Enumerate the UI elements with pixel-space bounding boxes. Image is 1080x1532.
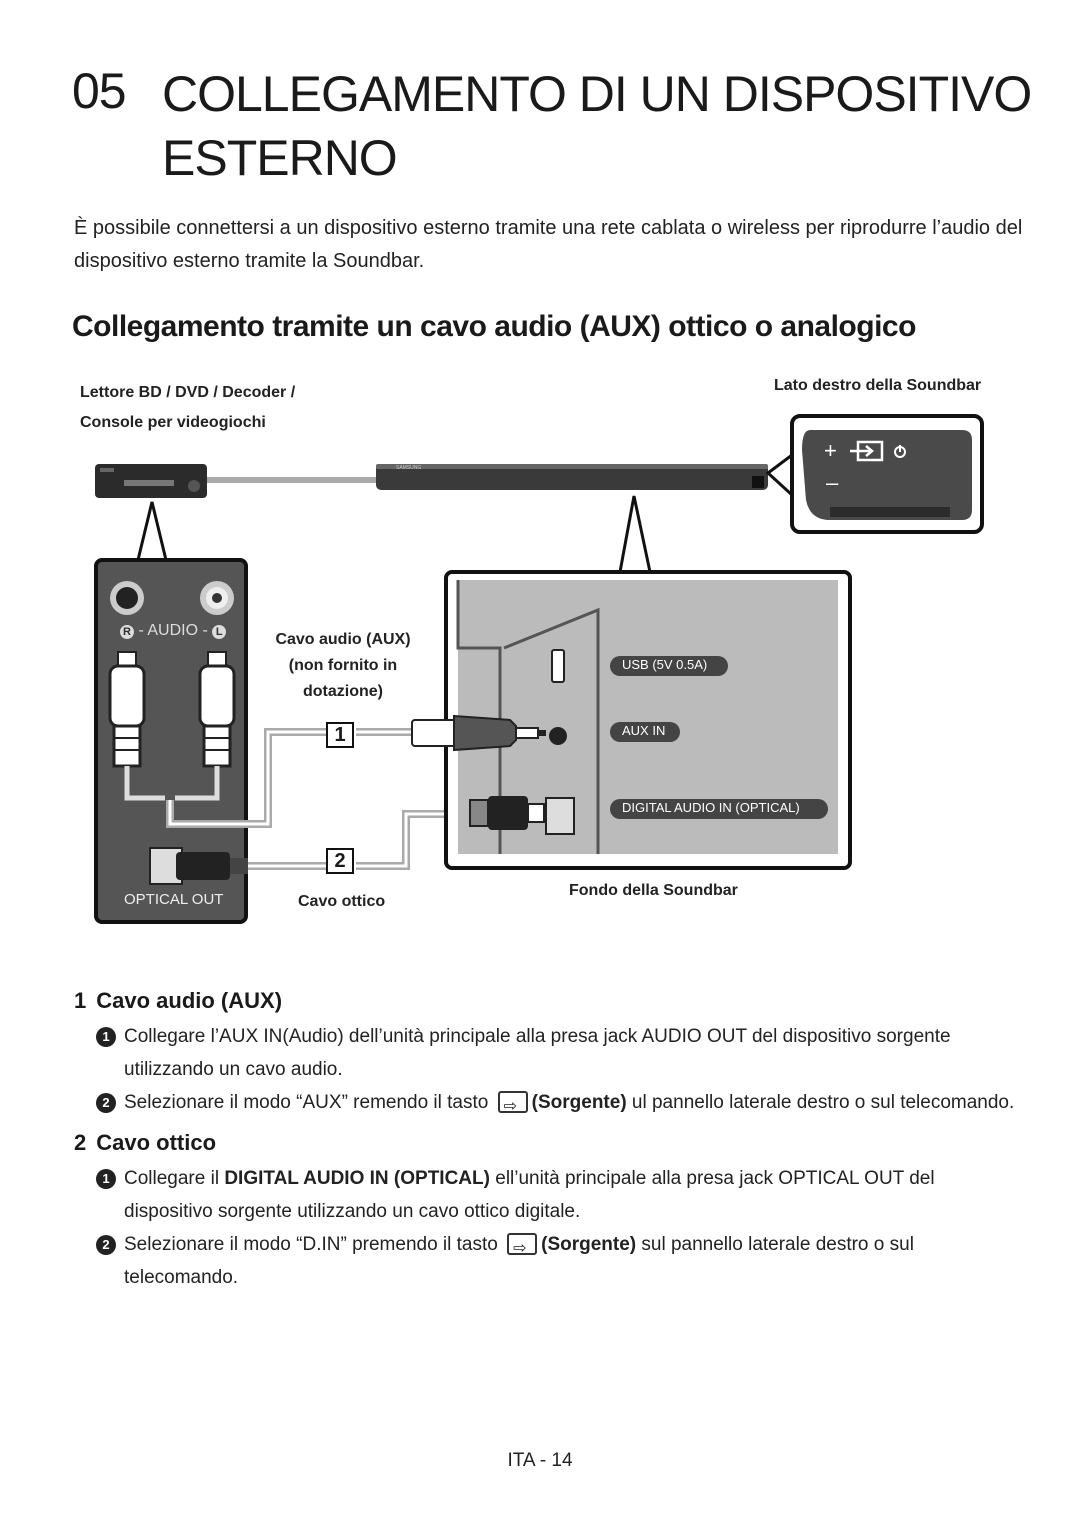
section2-title: Cavo ottico [96, 1130, 217, 1155]
source-icon [507, 1233, 537, 1255]
chapter-number: 05 [72, 63, 126, 119]
soundbar-icon [376, 464, 768, 490]
intro-paragraph: È possibile connettersi a un dispositivo esterno tramite una rete cablata o wireless per riprodurre l’audio del dispositivo esterno tramite la Soundbar. [74, 217, 1023, 272]
device-label-line2: Console per videogiochi [80, 414, 266, 431]
usb-label: USB (5V 0.5A) [622, 657, 708, 672]
section2-step2-source: (Sorgente) [541, 1234, 637, 1255]
optical-out-label: OPTICAL OUT [124, 891, 224, 908]
section1-step2 [102, 1086, 1024, 1119]
section2-heading [74, 1130, 216, 1156]
audio-l-badge: L [212, 625, 226, 639]
chapter-title-line2: ESTERNO [162, 130, 397, 186]
aux-cable-label-line3: dotazione) [303, 683, 383, 700]
diagram-drawing [0, 360, 1080, 940]
digital-in-label: DIGITAL AUDIO IN (OPTICAL) [622, 800, 800, 815]
section1-step1 [102, 1020, 1024, 1086]
section2-step2-text-b: ” premendo il tasto [340, 1234, 498, 1255]
section1-step2-text-a: Selezionare il modo “ [124, 1092, 303, 1113]
marker-1: 1 [326, 722, 354, 748]
side-panel-closeup [802, 430, 972, 520]
section2-step1-text-b: ell’unità principale alla presa jack OPTICAL OUT del dispositivo sorgente utilizzando un cavo ottico digitale. [124, 1168, 935, 1222]
section1-step2-text-b: ” remendo il tasto [341, 1092, 489, 1113]
right-side-label: Lato destro della Soundbar [774, 377, 982, 394]
marker-2: 2 [326, 848, 354, 874]
section2-step1 [102, 1162, 1024, 1228]
section-subtitle: Collegamento tramite un cavo audio (AUX) ottico o analogico [72, 310, 916, 343]
section2-number: 2 [74, 1130, 87, 1155]
section2-step1-text-a: Collegare il [124, 1168, 220, 1189]
aux-in-label: AUX IN [622, 723, 666, 738]
section1-step1-key: AUX IN [219, 1026, 283, 1047]
section1-step2-source: (Sorgente) [531, 1092, 627, 1113]
section1-step1-text-a: Collegare l’ [124, 1026, 220, 1047]
aux-cable-label [262, 627, 424, 705]
section1-heading [74, 988, 282, 1014]
chapter-title-line1: COLLEGAMENTO DI UN DISPOSITIVO [162, 66, 1032, 122]
rca-plug-white [200, 652, 234, 766]
section2-step2-text-a: Selezionare il modo “ [124, 1234, 303, 1255]
volume-down-icon: – [826, 470, 839, 495]
device-label [80, 380, 295, 436]
device-label-line1: Lettore BD / DVD / Decoder / [80, 384, 296, 401]
section1-step2-bullet: 2 [96, 1093, 116, 1113]
optical-cable-label: Cavo ottico [298, 893, 386, 910]
page-number: ITA - 14 [507, 1450, 573, 1471]
section2-step2-text-c: sul pannello laterale destro o sul telecomando. [124, 1234, 914, 1288]
section2-step2-bullet: 2 [96, 1235, 116, 1255]
aux-cable-label-line2: (non fornito in [288, 657, 398, 674]
section2-step2 [102, 1228, 1024, 1294]
connection-diagram [0, 360, 1080, 940]
aux-cable-label-line1: Cavo audio (AUX) [275, 631, 411, 648]
section1-step2-key: AUX [302, 1092, 342, 1113]
section2-step1-port: DIGITAL AUDIO IN (OPTICAL) [224, 1168, 490, 1189]
rca-plug-red [110, 652, 144, 766]
audio-label-text: AUDIO [147, 622, 199, 639]
bottom-label: Fondo della Soundbar [569, 882, 738, 899]
device-rear-panel [96, 560, 248, 922]
chapter-title [162, 62, 1042, 190]
section1-step2-text-c: ul pannello laterale destro o sul telecomando. [631, 1092, 1015, 1113]
audio-r-badge: R [120, 625, 134, 639]
section1-number: 1 [74, 988, 87, 1013]
section1-step1-text-b: (Audio) dell’unità principale alla presa jack AUDIO OUT del dispositivo sorgente utilizzando un cavo audio. [124, 1026, 951, 1080]
section2-step2-key: D.IN [302, 1234, 341, 1255]
source-icon [498, 1091, 528, 1113]
section1-step1-bullet: 1 [96, 1027, 116, 1047]
section1-title: Cavo audio (AUX) [96, 988, 283, 1013]
soundbar-brand: SAMSUNG [396, 465, 422, 471]
section2-step1-bullet: 1 [96, 1169, 116, 1189]
source-device-icon [95, 464, 207, 498]
volume-up-icon: + [824, 438, 837, 463]
audio-port-label: R - AUDIO - L [120, 622, 226, 640]
